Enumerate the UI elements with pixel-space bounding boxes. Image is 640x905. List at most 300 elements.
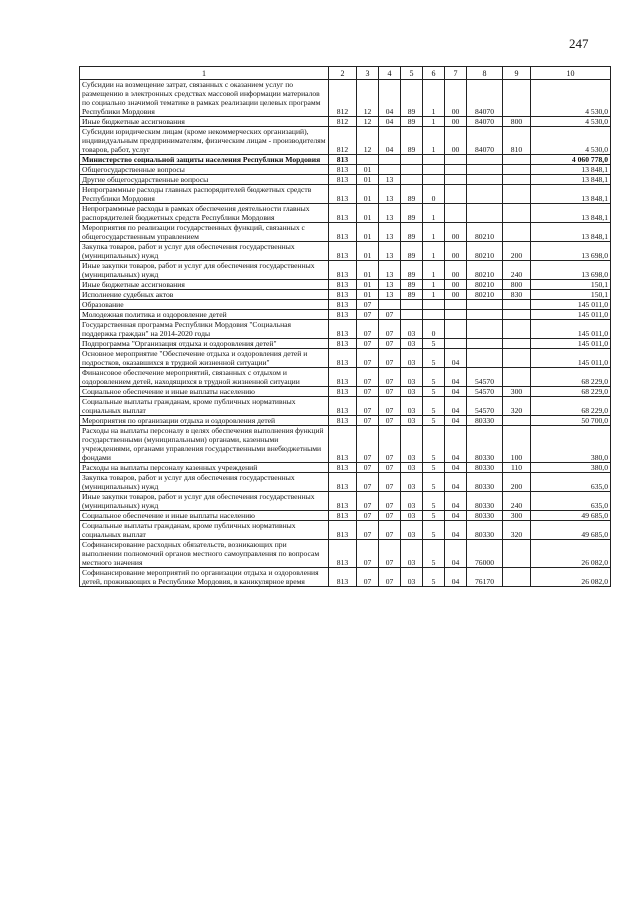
- item-name-cell: Непрограммные расходы в рамках обеспечения деятельности главных распорядителей бюджетных средств Республики Мордовия: [80, 204, 329, 223]
- subsection-code-cell: [379, 300, 401, 310]
- item-name-cell: Иные бюджетные ассигнования: [80, 117, 329, 127]
- activity-code-cell: [445, 155, 467, 165]
- amount-cell: 4 530,0: [531, 80, 611, 117]
- activity-code-cell: 04: [445, 416, 467, 426]
- subprogram-code-cell: 5: [423, 349, 445, 368]
- item-name-cell: Расходы на выплаты персоналу казенных учреждений: [80, 463, 329, 473]
- expense-type-code-cell: [503, 185, 531, 204]
- program-code-cell: 89: [401, 290, 423, 300]
- program-code-cell: 03: [401, 416, 423, 426]
- amount-cell: 26 082,0: [531, 540, 611, 568]
- item-name-cell: Социальные выплаты гражданам, кроме публичных нормативных социальных выплат: [80, 397, 329, 416]
- section-code-cell: 01: [357, 242, 379, 261]
- section-code-cell: 01: [357, 185, 379, 204]
- section-code-cell: 01: [357, 280, 379, 290]
- amount-cell: 49 685,0: [531, 521, 611, 540]
- direction-code-cell: 80210: [467, 290, 503, 300]
- ministry-code-cell: 812: [329, 117, 357, 127]
- expense-type-code-cell: 240: [503, 492, 531, 511]
- subsection-code-cell: 07: [379, 492, 401, 511]
- program-code-cell: 03: [401, 540, 423, 568]
- item-name-cell: Государственная программа Республики Мордовия "Социальная поддержка граждан" на 2014-2020 годы: [80, 320, 329, 339]
- subprogram-code-cell: 1: [423, 242, 445, 261]
- program-code-cell: [401, 155, 423, 165]
- direction-code-cell: [467, 349, 503, 368]
- amount-cell: 68 229,0: [531, 397, 611, 416]
- program-code-cell: 89: [401, 223, 423, 242]
- subprogram-code-cell: 1: [423, 261, 445, 280]
- section-code-cell: 07: [357, 521, 379, 540]
- item-name-cell: Софинансирование мероприятий по организации отдыха и оздоровления детей, проживающих в Республике Мордовия, в каникулярное время: [80, 568, 329, 587]
- item-name-cell: Социальное обеспечение и иные выплаты населению: [80, 387, 329, 397]
- subprogram-code-cell: 5: [423, 521, 445, 540]
- direction-code-cell: 80330: [467, 473, 503, 492]
- ministry-code-cell: 813: [329, 261, 357, 280]
- column-header-6: 6: [423, 67, 445, 80]
- item-name-cell: Социальные выплаты гражданам, кроме публичных нормативных социальных выплат: [80, 521, 329, 540]
- table-row: [80, 416, 611, 426]
- section-code-cell: 01: [357, 175, 379, 185]
- direction-code-cell: [467, 320, 503, 339]
- section-code-cell: 07: [357, 349, 379, 368]
- direction-code-cell: 80210: [467, 223, 503, 242]
- section-code-cell: 01: [357, 223, 379, 242]
- program-code-cell: 03: [401, 521, 423, 540]
- expense-type-code-cell: 100: [503, 426, 531, 463]
- amount-cell: 49 685,0: [531, 511, 611, 521]
- activity-code-cell: 00: [445, 127, 467, 155]
- activity-code-cell: 00: [445, 117, 467, 127]
- section-code-cell: 12: [357, 117, 379, 127]
- subprogram-code-cell: [423, 310, 445, 320]
- program-code-cell: 89: [401, 185, 423, 204]
- subprogram-code-cell: 1: [423, 117, 445, 127]
- column-header-5: 5: [401, 67, 423, 80]
- program-code-cell: 89: [401, 80, 423, 117]
- subprogram-code-cell: 1: [423, 204, 445, 223]
- ministry-code-cell: 813: [329, 185, 357, 204]
- column-header-10: 10: [531, 67, 611, 80]
- section-code-cell: [357, 155, 379, 165]
- program-code-cell: 03: [401, 339, 423, 349]
- program-code-cell: [401, 310, 423, 320]
- expense-type-code-cell: [503, 320, 531, 339]
- table-row: [80, 175, 611, 185]
- amount-cell: 380,0: [531, 426, 611, 463]
- expense-type-code-cell: [503, 300, 531, 310]
- section-code-cell: 01: [357, 165, 379, 175]
- item-name-cell: Непрограммные расходы главных распорядителей бюджетных средств Республики Мордовия: [80, 185, 329, 204]
- expense-type-code-cell: 200: [503, 242, 531, 261]
- subprogram-code-cell: 5: [423, 339, 445, 349]
- table-row: [80, 463, 611, 473]
- item-name-cell: Другие общегосударственные вопросы: [80, 175, 329, 185]
- column-header-1: 1: [80, 67, 329, 80]
- ministry-code-cell: 813: [329, 155, 357, 165]
- expense-type-code-cell: [503, 165, 531, 175]
- direction-code-cell: 80210: [467, 280, 503, 290]
- program-code-cell: 03: [401, 463, 423, 473]
- item-name-cell: Мероприятия по организации отдыха и оздоровления детей: [80, 416, 329, 426]
- table-row: [80, 320, 611, 339]
- subsection-code-cell: 13: [379, 185, 401, 204]
- section-code-cell: 07: [357, 300, 379, 310]
- subsection-code-cell: 07: [379, 320, 401, 339]
- subsection-code-cell: 07: [379, 473, 401, 492]
- section-code-cell: 07: [357, 416, 379, 426]
- expense-type-code-cell: [503, 540, 531, 568]
- subsection-code-cell: 13: [379, 242, 401, 261]
- section-code-cell: 01: [357, 261, 379, 280]
- subsection-code-cell: 07: [379, 387, 401, 397]
- direction-code-cell: 84070: [467, 80, 503, 117]
- subsection-code-cell: 13: [379, 204, 401, 223]
- expense-type-code-cell: [503, 155, 531, 165]
- subsection-code-cell: 07: [379, 310, 401, 320]
- table-row: [80, 492, 611, 511]
- ministry-code-cell: 813: [329, 339, 357, 349]
- amount-cell: 13 848,1: [531, 175, 611, 185]
- table-row: [80, 300, 611, 310]
- ministry-code-cell: 813: [329, 204, 357, 223]
- item-name-cell: Образование: [80, 300, 329, 310]
- direction-code-cell: [467, 204, 503, 223]
- amount-cell: 13 848,1: [531, 185, 611, 204]
- column-header-9: 9: [503, 67, 531, 80]
- ministry-code-cell: 813: [329, 540, 357, 568]
- column-header-8: 8: [467, 67, 503, 80]
- ministry-code-cell: 813: [329, 568, 357, 587]
- table-row: [80, 473, 611, 492]
- subprogram-code-cell: 5: [423, 397, 445, 416]
- program-code-cell: 89: [401, 261, 423, 280]
- item-name-cell: Субсидии на возмещение затрат, связанных с оказанием услуг по размещению в электронных средствах массовой информации материалов по социально значимой тематике в рамках реализации целевых программ Республики Мордовия: [80, 80, 329, 117]
- direction-code-cell: 80210: [467, 242, 503, 261]
- subprogram-code-cell: 5: [423, 511, 445, 521]
- item-name-cell: Иные закупки товаров, работ и услуг для обеспечения государственных (муниципальных) нужд: [80, 261, 329, 280]
- section-code-cell: 07: [357, 568, 379, 587]
- table-row: [80, 242, 611, 261]
- subprogram-code-cell: 1: [423, 80, 445, 117]
- table-row: [80, 511, 611, 521]
- subprogram-code-cell: [423, 300, 445, 310]
- expense-type-code-cell: 200: [503, 473, 531, 492]
- section-code-cell: 07: [357, 492, 379, 511]
- table-row: [80, 204, 611, 223]
- table-body: [80, 80, 611, 587]
- subprogram-code-cell: 1: [423, 127, 445, 155]
- item-name-cell: Молодежная политика и оздоровление детей: [80, 310, 329, 320]
- section-code-cell: 07: [357, 310, 379, 320]
- direction-code-cell: [467, 175, 503, 185]
- budget-table: [79, 66, 611, 587]
- table-row: [80, 290, 611, 300]
- program-code-cell: 03: [401, 511, 423, 521]
- section-code-cell: 07: [357, 426, 379, 463]
- program-code-cell: 89: [401, 127, 423, 155]
- expense-type-code-cell: [503, 204, 531, 223]
- expense-type-code-cell: [503, 310, 531, 320]
- subsection-code-cell: 07: [379, 511, 401, 521]
- column-header-3: 3: [357, 67, 379, 80]
- ministry-code-cell: 813: [329, 320, 357, 339]
- table-row: [80, 117, 611, 127]
- direction-code-cell: [467, 339, 503, 349]
- item-name-cell: Субсидии юридическим лицам (кроме некоммерческих организаций), индивидуальным предпринимателям, физическим лицам - производителям товаров, работ, услуг: [80, 127, 329, 155]
- subprogram-code-cell: 0: [423, 185, 445, 204]
- section-code-cell: 07: [357, 463, 379, 473]
- amount-cell: 145 011,0: [531, 339, 611, 349]
- ministry-code-cell: 813: [329, 511, 357, 521]
- subprogram-code-cell: 1: [423, 223, 445, 242]
- subsection-code-cell: 04: [379, 80, 401, 117]
- activity-code-cell: [445, 339, 467, 349]
- subsection-code-cell: 13: [379, 175, 401, 185]
- expense-type-code-cell: 300: [503, 511, 531, 521]
- amount-cell: 145 011,0: [531, 300, 611, 310]
- ministry-code-cell: 813: [329, 368, 357, 387]
- section-code-cell: 12: [357, 127, 379, 155]
- table-row: [80, 368, 611, 387]
- expense-type-code-cell: 320: [503, 397, 531, 416]
- activity-code-cell: 00: [445, 290, 467, 300]
- section-code-cell: 07: [357, 368, 379, 387]
- activity-code-cell: 00: [445, 223, 467, 242]
- item-name-cell: Общегосударственные вопросы: [80, 165, 329, 175]
- activity-code-cell: [445, 300, 467, 310]
- section-code-cell: 07: [357, 397, 379, 416]
- ministry-code-cell: 813: [329, 165, 357, 175]
- activity-code-cell: 00: [445, 261, 467, 280]
- activity-code-cell: 04: [445, 397, 467, 416]
- item-name-cell: Подпрограмма "Организация отдыха и оздоровления детей": [80, 339, 329, 349]
- program-code-cell: 03: [401, 387, 423, 397]
- section-code-cell: 07: [357, 339, 379, 349]
- item-name-cell: Софинансирование расходных обязательств, возникающих при выполнении полномочий органов местного самоуправления по вопросам местного значения: [80, 540, 329, 568]
- subsection-code-cell: 13: [379, 290, 401, 300]
- subsection-code-cell: 04: [379, 117, 401, 127]
- subsection-code-cell: 07: [379, 426, 401, 463]
- expense-type-code-cell: [503, 416, 531, 426]
- subprogram-code-cell: 1: [423, 290, 445, 300]
- item-name-cell: Министерство социальной защиты населения Республики Мордовия: [80, 155, 329, 165]
- subprogram-code-cell: 0: [423, 320, 445, 339]
- program-code-cell: 03: [401, 473, 423, 492]
- item-name-cell: Закупка товаров, работ и услуг для обеспечения государственных (муниципальных) нужд: [80, 242, 329, 261]
- ministry-code-cell: 813: [329, 280, 357, 290]
- activity-code-cell: 04: [445, 387, 467, 397]
- direction-code-cell: 80330: [467, 492, 503, 511]
- ministry-code-cell: 813: [329, 300, 357, 310]
- expense-type-code-cell: 300: [503, 387, 531, 397]
- activity-code-cell: [445, 175, 467, 185]
- table-row: [80, 339, 611, 349]
- activity-code-cell: 04: [445, 511, 467, 521]
- program-code-cell: 89: [401, 204, 423, 223]
- direction-code-cell: 54570: [467, 368, 503, 387]
- direction-code-cell: [467, 310, 503, 320]
- expense-type-code-cell: 800: [503, 117, 531, 127]
- direction-code-cell: 76000: [467, 540, 503, 568]
- program-code-cell: [401, 165, 423, 175]
- item-name-cell: Основное мероприятие "Обеспечение отдыха и оздоровления детей и подростков, оказавшихся в трудной жизненной ситуации": [80, 349, 329, 368]
- program-code-cell: 03: [401, 397, 423, 416]
- expense-type-code-cell: 810: [503, 127, 531, 155]
- subprogram-code-cell: 5: [423, 463, 445, 473]
- section-code-cell: 07: [357, 320, 379, 339]
- expense-type-code-cell: [503, 368, 531, 387]
- subprogram-code-cell: 5: [423, 492, 445, 511]
- column-header-4: 4: [379, 67, 401, 80]
- amount-cell: 13 848,1: [531, 223, 611, 242]
- subprogram-code-cell: 5: [423, 540, 445, 568]
- subsection-code-cell: 07: [379, 368, 401, 387]
- subsection-code-cell: [379, 155, 401, 165]
- amount-cell: 380,0: [531, 463, 611, 473]
- expense-type-code-cell: 320: [503, 521, 531, 540]
- amount-cell: 13 848,1: [531, 204, 611, 223]
- subprogram-code-cell: 5: [423, 426, 445, 463]
- expense-type-code-cell: [503, 568, 531, 587]
- amount-cell: 635,0: [531, 473, 611, 492]
- subprogram-code-cell: 5: [423, 368, 445, 387]
- expense-type-code-cell: [503, 80, 531, 117]
- activity-code-cell: 00: [445, 242, 467, 261]
- ministry-code-cell: 813: [329, 397, 357, 416]
- section-code-cell: 07: [357, 473, 379, 492]
- item-name-cell: Социальное обеспечение и иные выплаты населению: [80, 511, 329, 521]
- activity-code-cell: 04: [445, 568, 467, 587]
- direction-code-cell: [467, 155, 503, 165]
- column-header-7: 7: [445, 67, 467, 80]
- ministry-code-cell: 813: [329, 223, 357, 242]
- table-row: [80, 387, 611, 397]
- program-code-cell: 03: [401, 568, 423, 587]
- item-name-cell: Закупка товаров, работ и услуг для обеспечения государственных (муниципальных) нужд: [80, 473, 329, 492]
- item-name-cell: Расходы на выплаты персоналу в целях обеспечения выполнения функций государственными (муниципальными) органами, казенными учреждениями, органами управления государственными внебюджетными фондами: [80, 426, 329, 463]
- amount-cell: 635,0: [531, 492, 611, 511]
- program-code-cell: 89: [401, 117, 423, 127]
- amount-cell: 4 530,0: [531, 117, 611, 127]
- activity-code-cell: 04: [445, 540, 467, 568]
- subprogram-code-cell: 5: [423, 568, 445, 587]
- ministry-code-cell: 813: [329, 387, 357, 397]
- table-row: [80, 280, 611, 290]
- expense-type-code-cell: [503, 223, 531, 242]
- amount-cell: 145 011,0: [531, 320, 611, 339]
- subsection-code-cell: 13: [379, 261, 401, 280]
- subprogram-code-cell: 5: [423, 416, 445, 426]
- direction-code-cell: 80330: [467, 426, 503, 463]
- ministry-code-cell: 813: [329, 310, 357, 320]
- amount-cell: 50 700,0: [531, 416, 611, 426]
- subsection-code-cell: 13: [379, 280, 401, 290]
- expense-type-code-cell: 800: [503, 280, 531, 290]
- expense-type-code-cell: [503, 349, 531, 368]
- expense-type-code-cell: 830: [503, 290, 531, 300]
- direction-code-cell: 80330: [467, 463, 503, 473]
- direction-code-cell: [467, 300, 503, 310]
- amount-cell: 13 848,1: [531, 165, 611, 175]
- activity-code-cell: 00: [445, 280, 467, 290]
- amount-cell: 13 698,0: [531, 242, 611, 261]
- subprogram-code-cell: [423, 165, 445, 175]
- ministry-code-cell: 813: [329, 473, 357, 492]
- direction-code-cell: 84070: [467, 117, 503, 127]
- amount-cell: 26 082,0: [531, 568, 611, 587]
- subsection-code-cell: 04: [379, 127, 401, 155]
- ministry-code-cell: 812: [329, 127, 357, 155]
- direction-code-cell: 76170: [467, 568, 503, 587]
- ministry-code-cell: 813: [329, 416, 357, 426]
- table-row: [80, 80, 611, 117]
- page-number: 247: [569, 36, 589, 51]
- ministry-code-cell: 813: [329, 426, 357, 463]
- subsection-code-cell: [379, 165, 401, 175]
- table-row: [80, 349, 611, 368]
- subsection-code-cell: 07: [379, 521, 401, 540]
- subprogram-code-cell: [423, 155, 445, 165]
- amount-cell: 68 229,0: [531, 368, 611, 387]
- table-row: [80, 185, 611, 204]
- activity-code-cell: 04: [445, 426, 467, 463]
- ministry-code-cell: 813: [329, 492, 357, 511]
- table-row: [80, 426, 611, 463]
- table-row: [80, 568, 611, 587]
- item-name-cell: Иные бюджетные ассигнования: [80, 280, 329, 290]
- item-name-cell: Исполнение судебных актов: [80, 290, 329, 300]
- ministry-code-cell: 813: [329, 290, 357, 300]
- table-row: [80, 310, 611, 320]
- direction-code-cell: 80330: [467, 521, 503, 540]
- amount-cell: 13 698,0: [531, 261, 611, 280]
- amount-cell: 145 011,0: [531, 349, 611, 368]
- activity-code-cell: [445, 185, 467, 204]
- amount-cell: 4 530,0: [531, 127, 611, 155]
- section-code-cell: 07: [357, 387, 379, 397]
- program-code-cell: 03: [401, 426, 423, 463]
- expense-type-code-cell: [503, 175, 531, 185]
- ministry-code-cell: 813: [329, 349, 357, 368]
- activity-code-cell: [445, 204, 467, 223]
- amount-cell: 150,1: [531, 280, 611, 290]
- program-code-cell: 03: [401, 368, 423, 387]
- activity-code-cell: 04: [445, 368, 467, 387]
- section-code-cell: 12: [357, 80, 379, 117]
- item-name-cell: Иные закупки товаров, работ и услуг для обеспечения государственных (муниципальных) нужд: [80, 492, 329, 511]
- direction-code-cell: [467, 165, 503, 175]
- expense-type-code-cell: 110: [503, 463, 531, 473]
- amount-cell: 68 229,0: [531, 387, 611, 397]
- table-row: [80, 127, 611, 155]
- ministry-code-cell: 812: [329, 80, 357, 117]
- subsection-code-cell: 07: [379, 463, 401, 473]
- program-code-cell: [401, 175, 423, 185]
- section-code-cell: 07: [357, 540, 379, 568]
- subprogram-code-cell: 1: [423, 280, 445, 290]
- direction-code-cell: 84070: [467, 127, 503, 155]
- table-row: [80, 223, 611, 242]
- activity-code-cell: 04: [445, 492, 467, 511]
- item-name-cell: Финансовое обеспечение мероприятий, связанных с отдыхом и оздоровлением детей, находящихся в трудной жизненной ситуации: [80, 368, 329, 387]
- table-row: [80, 155, 611, 165]
- ministry-code-cell: 813: [329, 175, 357, 185]
- direction-code-cell: 80330: [467, 511, 503, 521]
- subsection-code-cell: 07: [379, 540, 401, 568]
- program-code-cell: 89: [401, 280, 423, 290]
- subsection-code-cell: 07: [379, 397, 401, 416]
- column-header-2: 2: [329, 67, 357, 80]
